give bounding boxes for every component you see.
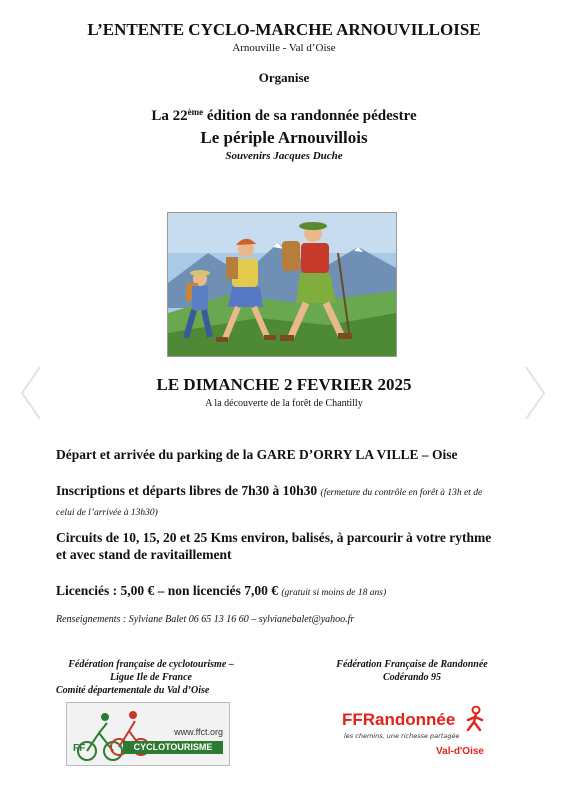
registration-note-2: celui de l’arrivée à 13h30): [56, 508, 158, 518]
edition-suffix: édition de sa randonnée pédestre: [203, 108, 417, 124]
ffct-label: CYCLOTOURISME: [123, 741, 223, 754]
ffct-federation: [56, 658, 246, 697]
ffr-federation: [312, 658, 512, 684]
circuits-info: [56, 529, 556, 563]
price-info: [56, 582, 556, 602]
ffr-region: Val-d'Oise: [436, 746, 484, 757]
discovery-subtitle: A la découverte de la forêt de Chantilly: [205, 398, 363, 409]
registration-info: [56, 482, 556, 522]
circuits-line-1: Circuits de 10, 15, 20 et 25 Kms environ, balisés, à parcourir à votre rythme: [56, 530, 492, 545]
circuits-line-2: et avec stand de ravitaillement: [56, 547, 232, 562]
ffr-tagline: les chemins, une richesse partagée: [344, 732, 460, 740]
ffct-ff: FF: [73, 743, 86, 754]
registration-note-1: (fermeture du contrôle en forêt à 13h et de: [320, 488, 483, 498]
price-main: Licenciés : 5,00 € – non licenciés 7,00 €: [56, 583, 278, 598]
event-name: Le périple Arnouvillois: [200, 128, 368, 147]
price-note: (gratuit si moins de 18 ans): [281, 588, 387, 598]
club-name: L’ENTENTE CYCLO-MARCHE ARNOUVILLOISE: [87, 20, 481, 39]
ffr-line-2: Codérando 95: [382, 672, 442, 683]
ffct-url: www.ffct.org: [174, 727, 223, 737]
ffr-ff: FF: [342, 710, 363, 729]
ffct-line-2: Ligue Ile de France: [110, 672, 192, 683]
hikers-illustration: [167, 212, 397, 357]
ffr-wordmark: [342, 710, 455, 730]
organise-label: Organise: [258, 70, 310, 85]
ffct-line-1: Fédération française de cyclotourisme –: [68, 659, 234, 670]
club-location: Arnouville - Val d’Oise: [232, 42, 336, 54]
departure-info: Départ et arrivée du parking de la GARE D’ORRY LA VILLE – Oise: [56, 447, 458, 462]
tribute: Souvenirs Jacques Duche: [225, 150, 343, 162]
registration-main: Inscriptions et départs libres de 7h30 à 10h30: [56, 483, 318, 498]
contact-info: Renseignements : Sylviane Balet 06 65 13 16 60 – sylvianebalet@yahoo.fr: [56, 614, 355, 625]
ffr-line-1: Fédération Française de Randonnée: [336, 659, 488, 670]
edition-line: [0, 108, 568, 125]
ffct-line-3: Comité départementale du Val d’Oise: [56, 685, 210, 696]
ffr-logo: [342, 706, 492, 768]
ffr-name: Randonnée: [362, 710, 456, 729]
edition-prefix: La 22: [151, 108, 188, 124]
ffct-logo: [66, 702, 230, 766]
hiker-icon: [464, 706, 486, 732]
edition-sup: ème: [187, 107, 204, 117]
event-date: LE DIMANCHE 2 FEVRIER 2025: [156, 375, 412, 394]
